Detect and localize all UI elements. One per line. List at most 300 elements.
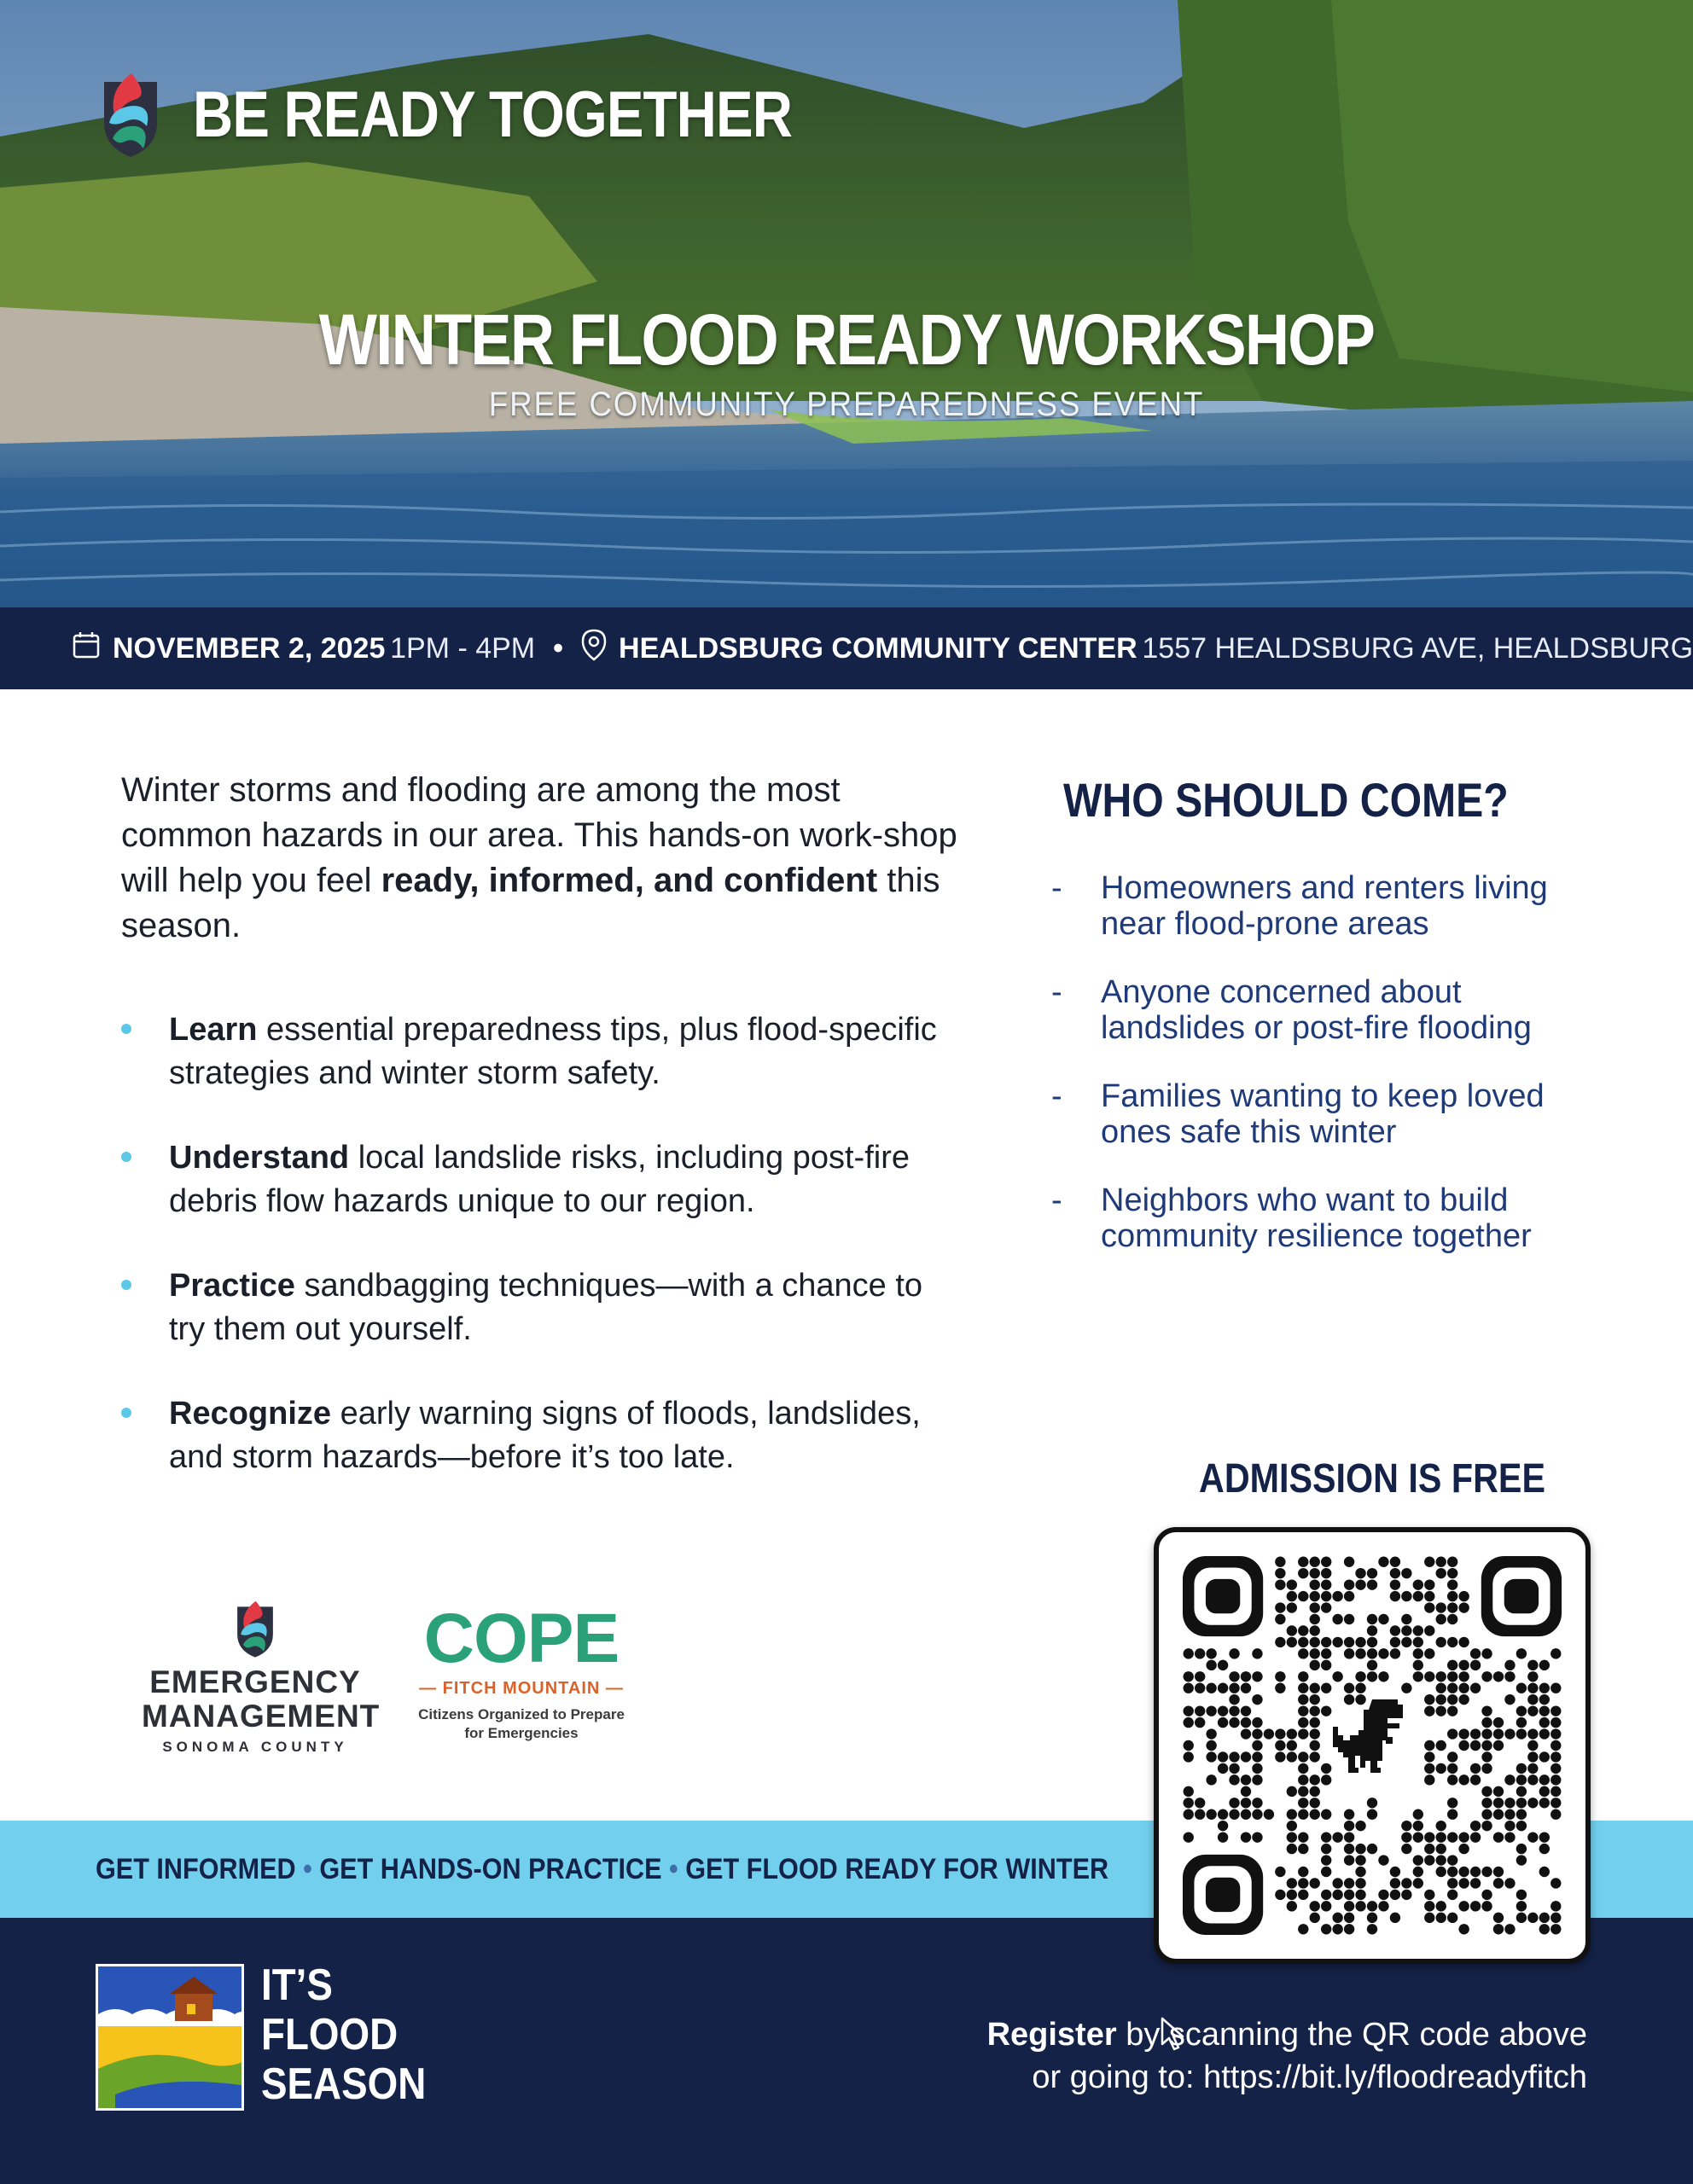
qr-module	[1321, 1602, 1331, 1612]
tagline-item: GET INFORMED	[96, 1852, 296, 1885]
qr-module	[1436, 1913, 1446, 1923]
qr-module	[1390, 1913, 1400, 1923]
qr-module	[1252, 1717, 1262, 1728]
qr-module	[1298, 1728, 1308, 1739]
qr-module	[1470, 1648, 1481, 1658]
qr-module	[1539, 1751, 1550, 1762]
qr-module	[1539, 1717, 1550, 1728]
qr-module	[1458, 1878, 1469, 1888]
qr-module	[1390, 1648, 1400, 1658]
qr-module	[1321, 1890, 1331, 1900]
qr-module	[1447, 1913, 1457, 1923]
who-should-come-heading: WHO SHOULD COME?	[1063, 773, 1509, 827]
qr-module	[1332, 1913, 1342, 1923]
qr-module	[1447, 1637, 1457, 1647]
qr-module	[1355, 1855, 1365, 1865]
qr-module	[1287, 1751, 1297, 1762]
qr-module	[1447, 1774, 1457, 1785]
qr-module	[1516, 1763, 1527, 1774]
qr-module	[1539, 1913, 1550, 1923]
qr-module	[1310, 1878, 1320, 1888]
qr-module	[1218, 1763, 1228, 1774]
qr-module	[1401, 1683, 1411, 1693]
qr-module	[1298, 1763, 1308, 1774]
qr-module	[1436, 1832, 1446, 1842]
bullet-dot-icon	[121, 1408, 131, 1418]
audience-text: Anyone concerned about landslides or post-fire flooding	[1101, 974, 1532, 1046]
qr-module	[1321, 1660, 1331, 1670]
qr-module	[1298, 1924, 1308, 1934]
qr-module	[1298, 1625, 1308, 1635]
qr-module	[1275, 1637, 1285, 1647]
qr-module	[1275, 1751, 1285, 1762]
qr-module	[1424, 1557, 1434, 1567]
qr-module	[1458, 1844, 1469, 1854]
qr-module	[1539, 1798, 1550, 1808]
qr-module	[1310, 1625, 1320, 1635]
qr-module	[1184, 1740, 1194, 1751]
qr-module	[1458, 1637, 1469, 1647]
qr-module	[1493, 1798, 1504, 1808]
qr-module	[1184, 1705, 1194, 1716]
bullet-text: early warning signs of floods, landslides, and storm hazards—before it’s too late.	[169, 1396, 921, 1475]
qr-module	[1401, 1625, 1411, 1635]
tagline-text	[96, 1853, 1108, 1886]
qr-module	[1310, 1717, 1320, 1728]
qr-module	[1458, 1924, 1469, 1934]
qr-module	[1424, 1751, 1434, 1762]
qr-module	[1367, 1614, 1377, 1624]
qr-module	[1436, 1844, 1446, 1854]
qr-module	[1481, 1901, 1492, 1911]
qr-module	[1436, 1637, 1446, 1647]
qr-module	[1504, 1728, 1515, 1739]
qr-module	[1424, 1648, 1434, 1658]
qr-module	[1332, 1614, 1342, 1624]
flood-line: FLOOD	[261, 2010, 399, 2059]
qr-module	[1218, 1705, 1228, 1716]
qr-module	[1447, 1890, 1457, 1900]
qr-module	[1458, 1774, 1469, 1785]
qr-module	[1195, 1683, 1205, 1693]
qr-module	[1481, 1717, 1492, 1728]
qr-module	[1458, 1728, 1469, 1739]
qr-module	[1287, 1740, 1297, 1751]
qr-module	[1287, 1625, 1297, 1635]
event-separator: •	[553, 631, 564, 665]
qr-module	[1344, 1844, 1354, 1854]
qr-module	[1206, 1705, 1216, 1716]
qr-module	[1206, 1774, 1216, 1785]
qr-module	[1287, 1602, 1297, 1612]
qr-module	[1413, 1637, 1423, 1647]
qr-module	[1436, 1855, 1446, 1865]
brand-header	[94, 70, 889, 159]
qr-module	[1275, 1579, 1285, 1589]
qr-module	[1413, 1832, 1423, 1842]
qr-module	[1298, 1717, 1308, 1728]
location-pin-icon	[581, 629, 607, 669]
intro-paragraph	[121, 768, 957, 949]
page-title: WINTER FLOOD READY WORKSHOP	[318, 299, 1375, 380]
calendar-icon	[72, 630, 101, 667]
event-time: 1PM - 4PM	[390, 631, 536, 665]
qr-module	[1378, 1614, 1388, 1624]
qr-module	[1344, 1901, 1354, 1911]
qr-module	[1504, 1832, 1515, 1842]
cope-subtitle: — FITCH MOUNTAIN —	[419, 1679, 624, 1698]
qr-module	[1321, 1924, 1331, 1934]
qr-module	[1436, 1602, 1446, 1612]
qr-module	[1355, 1878, 1365, 1888]
qr-module	[1310, 1901, 1320, 1911]
qr-module	[1470, 1901, 1481, 1911]
qr-module	[1344, 1832, 1354, 1842]
qr-module	[1206, 1660, 1216, 1670]
qr-module	[1550, 1751, 1561, 1762]
qr-module	[1401, 1821, 1411, 1831]
qr-module	[1493, 1728, 1504, 1739]
admission-label: ADMISSION IS FREE	[1199, 1456, 1545, 1502]
qr-module	[1424, 1901, 1434, 1911]
qr-module	[1355, 1568, 1365, 1578]
qr-module	[1390, 1625, 1400, 1635]
qr-module	[1298, 1705, 1308, 1716]
bullet-keyword: Recognize	[169, 1396, 332, 1432]
qr-module	[1493, 1878, 1504, 1888]
qr-module	[1195, 1671, 1205, 1682]
tagline-item: GET HANDS-ON PRACTICE	[319, 1852, 662, 1885]
qr-module	[1298, 1637, 1308, 1647]
registration-link[interactable]: or going to: https://bit.ly/floodreadyfitch	[1032, 2059, 1587, 2095]
qr-module	[1229, 1717, 1239, 1728]
register-label: Register	[986, 2017, 1117, 2053]
bullet-keyword: Understand	[169, 1140, 350, 1176]
qr-module	[1436, 1568, 1446, 1578]
qr-module	[1206, 1809, 1216, 1820]
qr-module	[1367, 1579, 1377, 1589]
qr-module	[1378, 1855, 1388, 1865]
qr-module	[1310, 1557, 1320, 1567]
qr-module	[1424, 1625, 1434, 1635]
qr-module	[1436, 1867, 1446, 1877]
qr-module	[1195, 1705, 1205, 1716]
qr-module	[1481, 1890, 1492, 1900]
qr-module	[1447, 1832, 1457, 1842]
qr-module	[1241, 1728, 1251, 1739]
qr-module	[1298, 1683, 1308, 1693]
qr-module	[1447, 1855, 1457, 1865]
list-item	[1051, 1078, 1614, 1150]
qr-module	[1458, 1901, 1469, 1911]
qr-module	[1470, 1821, 1481, 1831]
qr-module	[1436, 1740, 1446, 1751]
qr-module	[1424, 1844, 1434, 1854]
intro-emphasis: ready, informed, and confident	[381, 862, 878, 899]
qr-module	[1447, 1602, 1457, 1612]
qr-module	[1481, 1728, 1492, 1739]
qr-module	[1401, 1832, 1411, 1842]
audience-text: Homeowners and renters living near flood-prone areas	[1101, 870, 1548, 942]
qr-module	[1355, 1901, 1365, 1911]
qr-module	[1218, 1809, 1228, 1820]
qr-module	[1355, 1637, 1365, 1647]
qr-module	[1355, 1683, 1365, 1693]
qr-module	[1218, 1660, 1228, 1670]
qr-module	[1424, 1602, 1434, 1612]
qr-module	[1516, 1774, 1527, 1785]
qr-module	[1424, 1855, 1434, 1865]
qr-module	[1527, 1705, 1538, 1716]
qr-module	[1493, 1671, 1504, 1682]
qr-module	[1504, 1671, 1515, 1682]
flood-season-text	[261, 1960, 426, 2109]
qr-module	[1298, 1844, 1308, 1854]
dash-marker: -	[1051, 1078, 1062, 1114]
qr-module	[1310, 1705, 1320, 1716]
qr-module	[1321, 1774, 1331, 1785]
qr-module	[1344, 1913, 1354, 1923]
qr-module	[1344, 1821, 1354, 1831]
qr-module	[1321, 1637, 1331, 1647]
logo-line-3: SONOMA COUNTY	[162, 1739, 348, 1755]
qr-module	[1458, 1740, 1469, 1751]
qr-module	[1298, 1809, 1308, 1820]
event-venue: HEALDSBURG COMMUNITY CENTER	[619, 631, 1137, 665]
qr-module	[1229, 1809, 1239, 1820]
qr-module	[1447, 1763, 1457, 1774]
qr-module	[1539, 1844, 1550, 1854]
qr-module	[1310, 1579, 1320, 1589]
qr-module	[1481, 1786, 1492, 1797]
qr-module	[1287, 1579, 1297, 1589]
qr-module	[1550, 1774, 1561, 1785]
qr-module	[1378, 1671, 1388, 1682]
qr-module	[1447, 1614, 1457, 1624]
qr-module	[1287, 1809, 1297, 1820]
qr-module	[1332, 1591, 1342, 1601]
qr-module	[1447, 1579, 1457, 1589]
qr-module	[1481, 1648, 1492, 1658]
qr-module	[1287, 1844, 1297, 1854]
qr-module	[1550, 1705, 1561, 1716]
qr-module	[1229, 1751, 1239, 1762]
qr-finder-center	[1504, 1579, 1539, 1613]
qr-module	[1321, 1568, 1331, 1578]
qr-module	[1470, 1660, 1481, 1670]
event-address: 1557 HEALDSBURG AVE, HEALDSBURG	[1142, 631, 1693, 665]
qr-module	[1310, 1591, 1320, 1601]
qr-module	[1527, 1660, 1538, 1670]
list-item	[1051, 974, 1614, 1046]
qr-module	[1504, 1878, 1515, 1888]
qr-module	[1264, 1809, 1274, 1820]
qr-module	[1298, 1648, 1308, 1658]
qr-module	[1550, 1798, 1561, 1808]
qr-module	[1252, 1671, 1262, 1682]
qr-module	[1481, 1867, 1492, 1877]
qr-module	[1287, 1832, 1297, 1842]
qr-module	[1424, 1763, 1434, 1774]
qr-module	[1424, 1740, 1434, 1751]
qr-module	[1516, 1913, 1527, 1923]
qr-module	[1298, 1568, 1308, 1578]
qr-module	[1447, 1683, 1457, 1693]
qr-module	[1229, 1774, 1239, 1785]
qr-module	[1275, 1890, 1285, 1900]
qr-module	[1390, 1568, 1400, 1578]
qr-module	[1321, 1901, 1331, 1911]
qr-module	[1470, 1728, 1481, 1739]
list-item	[121, 1008, 957, 1095]
qr-module	[1447, 1809, 1457, 1820]
qr-module	[1310, 1637, 1320, 1647]
qr-module	[1321, 1557, 1331, 1567]
qr-module	[1378, 1890, 1388, 1900]
qr-module	[1206, 1728, 1216, 1739]
qr-module	[1504, 1774, 1515, 1785]
qr-module	[1424, 1705, 1434, 1716]
qr-module	[1298, 1774, 1308, 1785]
qr-module	[1229, 1683, 1239, 1693]
qr-module	[1229, 1705, 1239, 1716]
page-subtitle: FREE COMMUNITY PREPAREDNESS EVENT	[488, 386, 1205, 423]
qr-module	[1310, 1798, 1320, 1808]
qr-module	[1447, 1694, 1457, 1705]
qr-module	[1539, 1867, 1550, 1877]
qr-module	[1275, 1728, 1285, 1739]
qr-module	[1344, 1855, 1354, 1865]
qr-module	[1321, 1579, 1331, 1589]
cope-fitch-mountain-logo	[415, 1602, 628, 1743]
qr-module	[1344, 1683, 1354, 1693]
qr-module	[1184, 1751, 1194, 1762]
qr-module	[1275, 1614, 1285, 1624]
qr-module	[1332, 1637, 1342, 1647]
qr-module	[1218, 1683, 1228, 1693]
qr-module	[1539, 1683, 1550, 1693]
qr-module	[1481, 1821, 1492, 1831]
qr-module	[1275, 1683, 1285, 1693]
qr-module	[1241, 1774, 1251, 1785]
list-item	[121, 1136, 957, 1223]
qr-module	[1401, 1568, 1411, 1578]
qr-module	[1401, 1878, 1411, 1888]
qr-module	[1493, 1924, 1504, 1934]
qr-module	[1195, 1648, 1205, 1658]
qr-module	[1229, 1694, 1239, 1705]
qr-module	[1206, 1751, 1216, 1762]
qr-module	[1458, 1694, 1469, 1705]
qr-module	[1241, 1751, 1251, 1762]
qr-module	[1241, 1832, 1251, 1842]
qr-module	[1436, 1557, 1446, 1567]
qr-module	[1424, 1832, 1434, 1842]
qr-module	[1344, 1579, 1354, 1589]
qr-module	[1310, 1809, 1320, 1820]
qr-module	[1447, 1798, 1457, 1808]
intro-text: Winter storms and flooding are among the most common hazards in our area. This hands-on work-shop will help you feel	[121, 771, 957, 899]
qr-module	[1344, 1614, 1354, 1624]
qr-module	[1390, 1557, 1400, 1567]
qr-module	[1504, 1694, 1515, 1705]
qr-module	[1481, 1671, 1492, 1682]
qr-module	[1550, 1913, 1561, 1923]
qr-module	[1378, 1901, 1388, 1911]
event-date: NOVEMBER 2, 2025	[113, 631, 386, 665]
qr-module	[1310, 1774, 1320, 1785]
qr-module	[1424, 1694, 1434, 1705]
qr-code-card[interactable]	[1154, 1527, 1591, 1964]
qr-module	[1310, 1568, 1320, 1578]
qr-module	[1367, 1660, 1377, 1670]
registration-qr-code[interactable]	[1183, 1556, 1562, 1935]
qr-module	[1527, 1751, 1538, 1762]
qr-module	[1447, 1671, 1457, 1682]
qr-module	[1332, 1924, 1342, 1934]
bullet-dot-icon	[121, 1280, 131, 1290]
qr-module	[1321, 1648, 1331, 1658]
qr-module	[1424, 1671, 1434, 1682]
qr-module	[1184, 1683, 1194, 1693]
qr-module	[1504, 1660, 1515, 1670]
qr-module	[1184, 1717, 1194, 1728]
qr-module	[1539, 1832, 1550, 1842]
qr-module	[1458, 1602, 1469, 1612]
qr-module	[1390, 1867, 1400, 1877]
qr-module	[1184, 1832, 1194, 1842]
list-item	[121, 1264, 957, 1351]
qr-module	[1298, 1867, 1308, 1877]
qr-module	[1252, 1751, 1262, 1762]
qr-module	[1241, 1798, 1251, 1808]
qr-module	[1550, 1763, 1561, 1774]
qr-module	[1447, 1728, 1457, 1739]
qr-module	[1332, 1832, 1342, 1842]
qr-module	[1447, 1867, 1457, 1877]
qr-module	[1550, 1878, 1561, 1888]
qr-module	[1550, 1924, 1561, 1934]
qr-module	[1367, 1844, 1377, 1854]
qr-module	[1413, 1855, 1423, 1865]
intro-text-end: this season.	[121, 862, 940, 944]
logo-line-1: EMERGENCY	[149, 1664, 361, 1699]
qr-module	[1321, 1763, 1331, 1774]
qr-module	[1332, 1671, 1342, 1682]
qr-module	[1401, 1614, 1411, 1624]
qr-module	[1195, 1809, 1205, 1820]
qr-module	[1184, 1648, 1194, 1658]
qr-module	[1493, 1809, 1504, 1820]
dinosaur-icon	[1333, 1699, 1403, 1773]
qr-module	[1367, 1913, 1377, 1923]
workshop-highlights-list	[121, 1008, 957, 1520]
qr-module	[1539, 1694, 1550, 1705]
qr-module	[1310, 1786, 1320, 1797]
list-item	[1051, 870, 1614, 942]
qr-module	[1298, 1832, 1308, 1842]
qr-module	[1367, 1671, 1377, 1682]
qr-module	[1241, 1705, 1251, 1716]
qr-module	[1275, 1867, 1285, 1877]
qr-module	[1516, 1821, 1527, 1831]
qr-module	[1447, 1705, 1457, 1716]
qr-module	[1298, 1557, 1308, 1567]
bullet-text: essential preparedness tips, plus flood-specific strategies and winter storm safety.	[169, 1012, 937, 1091]
qr-module	[1516, 1683, 1527, 1693]
qr-module	[1516, 1705, 1527, 1716]
qr-module	[1344, 1557, 1354, 1567]
